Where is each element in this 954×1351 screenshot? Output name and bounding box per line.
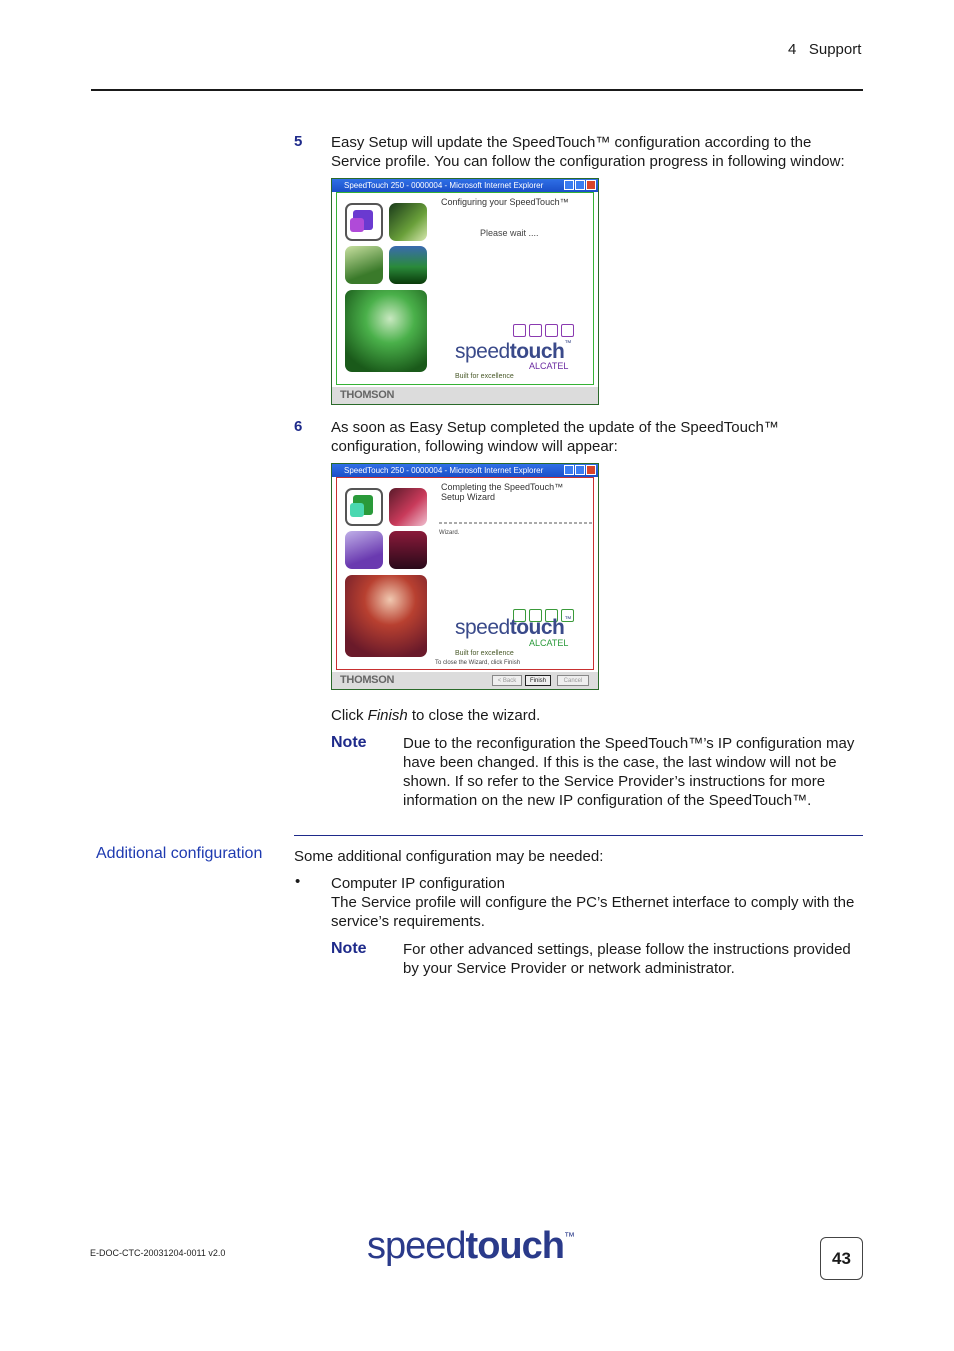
step-number-5: 5 bbox=[294, 133, 303, 150]
screenshot-configuring-window bbox=[331, 178, 599, 405]
note-text: Due to the reconfiguration the SpeedTouch™’s IP configuration may have been changed. If this is the case, the last window will not be shown. If so refer to the Service Provider’s instructions for more information on the new IP configuration of the SpeedTouch™. bbox=[403, 735, 855, 809]
photo-person bbox=[345, 290, 427, 372]
speedtouch-logo: speedtouch™ bbox=[455, 340, 571, 363]
note-label: Note bbox=[331, 940, 367, 957]
close-icon bbox=[586, 180, 596, 190]
wizard-panel bbox=[336, 477, 594, 670]
running-header bbox=[788, 41, 861, 58]
bullet-text: The Service profile will configure the PC’s Ethernet interface to comply with the service’s requirements. bbox=[331, 894, 855, 930]
note-text: For other advanced settings, please follow the instructions provided by your Service Provider or network administrator. bbox=[403, 941, 851, 977]
header-rule bbox=[91, 89, 863, 91]
logo-square-icon bbox=[561, 324, 574, 337]
document-id: E-DOC-CTC-20031204-0011 v2.0 bbox=[90, 1248, 226, 1258]
photo-thumbnail-2 bbox=[345, 246, 383, 284]
photo-person bbox=[345, 575, 427, 657]
close-icon bbox=[586, 465, 596, 475]
photo-thumbnail-3 bbox=[389, 246, 427, 284]
photo-thumbnail-1 bbox=[389, 203, 427, 241]
wizard-panel bbox=[336, 192, 594, 385]
click-finish-text: Click Finish to close the wizard. bbox=[331, 707, 541, 724]
logo-square-icon bbox=[513, 324, 526, 337]
photo-thumbnail-3 bbox=[389, 531, 427, 569]
setup-icon bbox=[345, 488, 383, 526]
logo-square-icon bbox=[529, 324, 542, 337]
photo-thumbnail-1 bbox=[389, 488, 427, 526]
back-button: < Back bbox=[492, 675, 522, 686]
thomson-logo: THOMSON bbox=[340, 389, 395, 401]
screenshot-completing-window bbox=[331, 463, 599, 690]
maximize-icon bbox=[575, 465, 585, 475]
bullet-marker: • bbox=[295, 873, 301, 890]
wait-message: Please wait .... bbox=[480, 228, 539, 238]
wizard-heading: Completing the SpeedTouch™ Setup Wizard bbox=[441, 482, 564, 502]
section-title: Additional configuration bbox=[96, 845, 263, 862]
chapter-title: Support bbox=[808, 41, 862, 58]
window-title: SpeedTouch 250 - 0000004 - Microsoft Internet Explorer bbox=[344, 466, 544, 475]
minimize-icon bbox=[564, 180, 574, 190]
alcatel-brand: ALCATEL bbox=[529, 638, 569, 648]
wizard-footer bbox=[332, 387, 598, 404]
close-hint: To close the Wizard, click Finish bbox=[435, 660, 521, 666]
wizard-message-end: Wizard. bbox=[439, 530, 460, 536]
step-5-text: Easy Setup will update the SpeedTouch™ configuration according to the Service profile. You can follow the configuration progress in following window: bbox=[331, 134, 845, 170]
minimize-icon bbox=[564, 465, 574, 475]
wizard-footer bbox=[332, 672, 598, 689]
logo-square-icon bbox=[545, 324, 558, 337]
window-titlebar bbox=[332, 179, 598, 192]
photo-thumbnail-2 bbox=[345, 531, 383, 569]
window-title: SpeedTouch 250 - 0000004 - Microsoft Internet Explorer bbox=[344, 181, 544, 190]
wizard-message-garbled bbox=[439, 522, 593, 524]
finish-button: Finish bbox=[525, 675, 551, 686]
note-label: Note bbox=[331, 734, 367, 751]
tagline: Built for excellence bbox=[455, 650, 514, 657]
step-number-6: 6 bbox=[294, 418, 303, 435]
chapter-number: 4 bbox=[788, 41, 797, 58]
section-intro: Some additional configuration may be needed: bbox=[294, 848, 604, 865]
window-titlebar bbox=[332, 464, 598, 477]
speedtouch-footer-logo: speedtouch™ bbox=[367, 1225, 574, 1267]
bullet-title: Computer IP configuration bbox=[331, 875, 505, 892]
section-rule bbox=[294, 835, 863, 836]
step-6-text: As soon as Easy Setup completed the update of the SpeedTouch™ configuration, following window will appear: bbox=[331, 419, 779, 455]
setup-icon bbox=[345, 203, 383, 241]
cancel-button: Cancel bbox=[557, 675, 589, 686]
alcatel-brand: ALCATEL bbox=[529, 361, 569, 371]
thomson-logo: THOMSON bbox=[340, 674, 395, 686]
speedtouch-logo: speedtouch™ bbox=[455, 616, 571, 639]
wizard-heading: Configuring your SpeedTouch™ bbox=[441, 197, 569, 207]
page-number: 43 bbox=[820, 1237, 863, 1280]
maximize-icon bbox=[575, 180, 585, 190]
tagline: Built for excellence bbox=[455, 373, 514, 380]
